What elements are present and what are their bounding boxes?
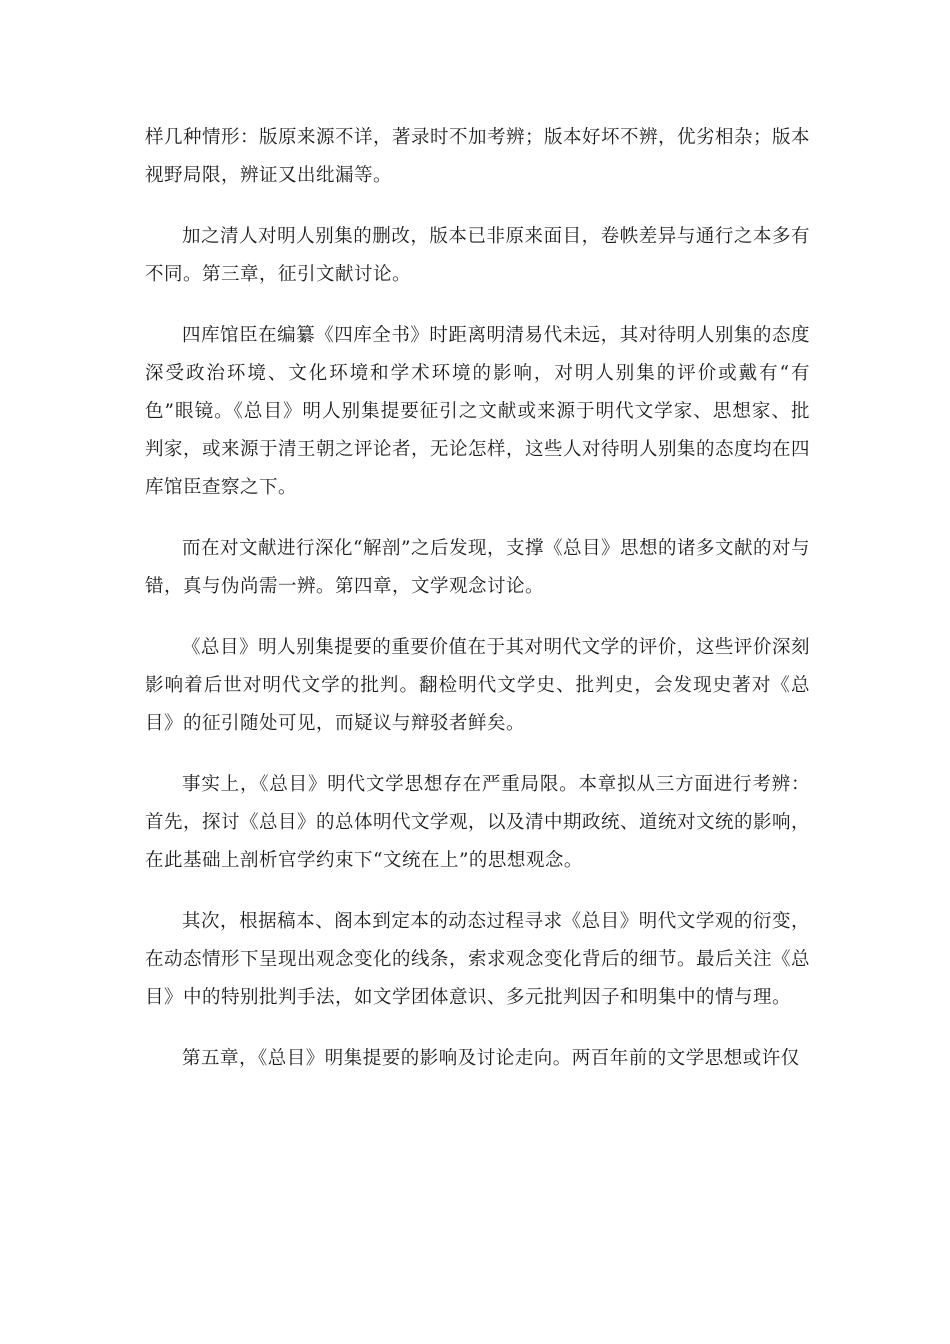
- paragraph: 事实上，《总目》明代文学思想存在严重局限。本章拟从三方面进行考辨：首先，探讨《总目》的总体明代文学观，以及清中期政统、道统对文统的影响，在此基础上剖析官学约束下“文统在上”的思想观念。: [145, 774, 811, 871]
- paragraph: 其次，根据稿本、阁本到定本的动态过程寻求《总目》明代文学观的衍变，在动态情形下呈现出观念变化的线条，索求观念变化背后的细节。最后关注《总目》中的特别批判手法，如文学团体意识、多元批判因子和明集中的情与理。: [145, 911, 811, 1008]
- body-text: [145, 119, 810, 1101]
- paragraph: 四库馆臣在编纂《四库全书》时距离明清易代未远，其对待明人别集的态度深受政治环境、文化环境和学术环境的影响，对明人别集的评价或戴有“有色”眼镜。《总目》明人别集提要征引之文献或来源于明代文学家、思想家、批判家，或来源于清王朝之评论者，无论怎样，这些人对待明人别集的态度均在四库馆臣查察之下。: [145, 325, 811, 498]
- paragraph: 《总目》明人别集提要的重要价值在于其对明代文学的评价，这些评价深刻影响着后世对明代文学的批判。翻检明代文学史、批判史，会发现史著对《总目》的征引随处可见，而疑议与辩驳者鲜矣。: [145, 637, 810, 734]
- paragraph: 加之清人对明人别集的删改，版本已非原来面目，卷帙差异与通行之本多有不同。第三章，征引文献讨论。: [145, 226, 810, 285]
- paragraph-continued: 样几种情形：版原来源不详，著录时不加考辨；版本好坏不辨，优劣相杂；版本视野局限，辨证又出纰漏等。: [145, 127, 811, 186]
- paragraph: 而在对文献进行深化“解剖”之后发现，支撑《总目》思想的诸多文献的对与错，真与伪尚需一辨。第四章，文学观念讨论。: [145, 538, 810, 597]
- paragraph: 第五章，《总目》明集提要的影响及讨论走向。两百年前的文学思想或许仅: [182, 1048, 800, 1069]
